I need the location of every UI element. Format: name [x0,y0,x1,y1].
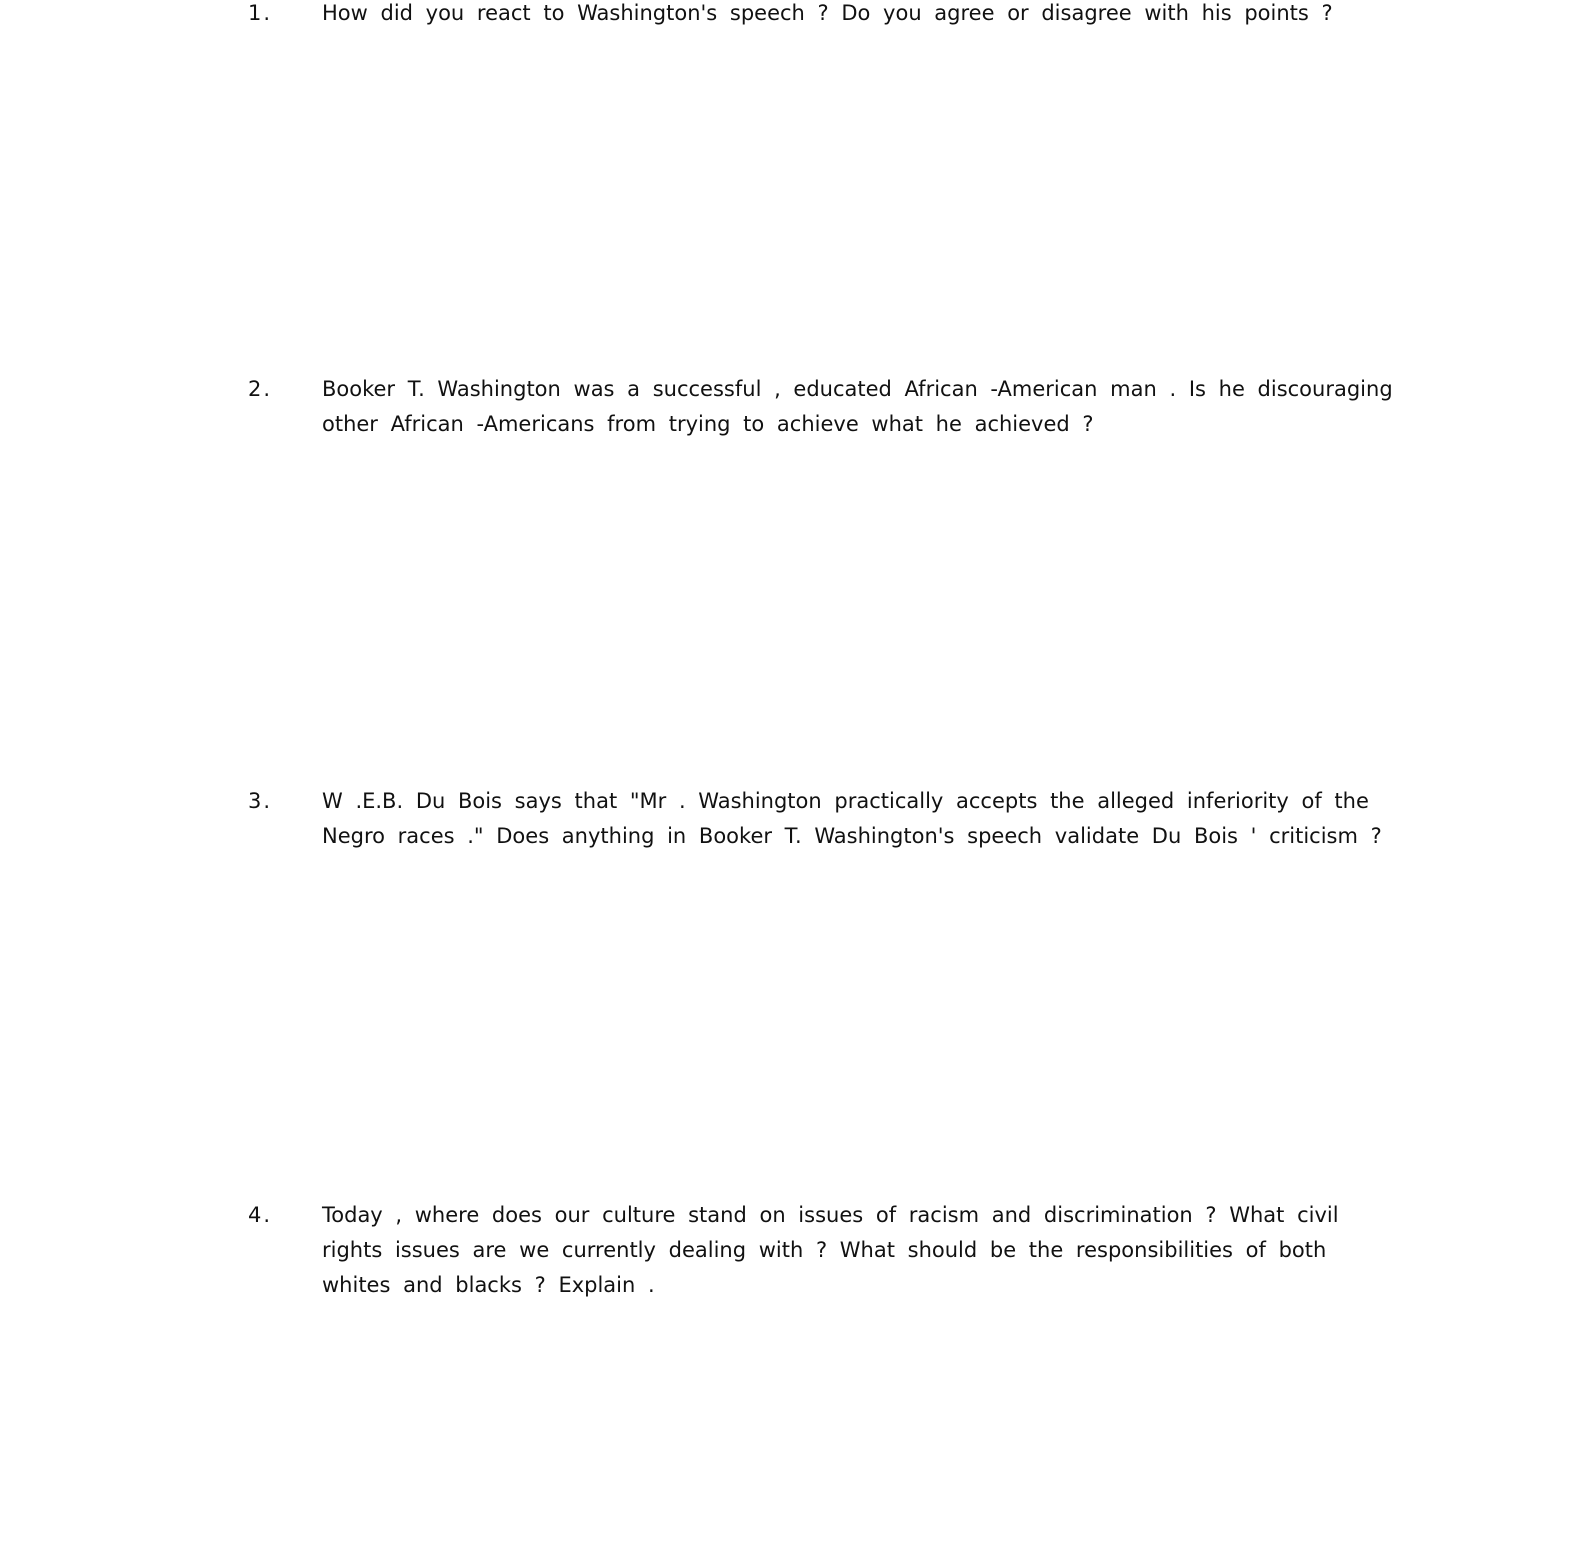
question-number: 4. [248,1203,273,1227]
question-text-line: Negro races ." Does anything in Booker T. Washington's speech validate Du Bois ' criticism ? [322,824,1382,848]
question-number: 2. [248,377,273,401]
question-text-line: How did you react to Washington's speech ? Do you agree or disagree with his points ? [322,1,1333,25]
question-text-line: rights issues are we currently dealing with ? What should be the responsibilities of both [322,1238,1327,1262]
question-text [322,0,1392,31]
question-text-line: W .E.B. Du Bois says that "Mr . Washington practically accepts the alleged inferiority of the [322,789,1369,813]
question-text [322,784,1392,854]
question-text [322,372,1392,442]
question-text [322,1198,1392,1303]
question-number: 3. [248,789,273,813]
question-number: 1. [248,1,273,25]
question-text-line: whites and blacks ? Explain . [322,1273,655,1297]
question-text-line: Booker T. Washington was a successful , educated African -American man . Is he discouraging [322,377,1393,401]
question-text-line: Today , where does our culture stand on issues of racism and discrimination ? What civil [322,1203,1339,1227]
question-text-line: other African -Americans from trying to achieve what he achieved ? [322,412,1094,436]
